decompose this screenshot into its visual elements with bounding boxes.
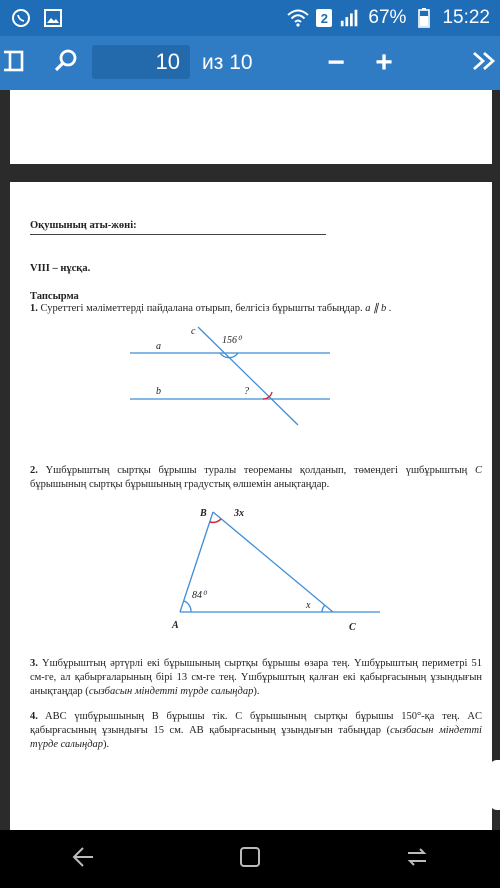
angle-c-arc [322,605,325,612]
image-icon [42,7,64,29]
battery-icon [413,7,435,29]
label-A: A [172,620,179,631]
q2-text: Үшбұрыштың сыртқы бұрышы туралы теореманы қолданып, төмендегі үшбұрыштың [45,465,475,476]
label-C: C [349,622,356,633]
label-b: b [156,386,161,397]
battery-percent: 67% [368,7,407,28]
q2-text-end: бұрышының сыртқы бұрышының градустық өлшемін анықтаңдар. [30,479,330,490]
angle-a-arc [184,601,191,612]
document-viewer[interactable] [0,90,500,830]
q1-number: 1. [30,303,38,314]
q2-number: 2. [30,465,38,476]
variant-label: VIII – нұсқа. [30,263,91,274]
scroll-handle[interactable] [490,760,500,810]
zoom-out-button[interactable]: − [327,46,345,79]
label-x: x [306,600,311,611]
search-icon [54,49,78,78]
recents-button[interactable] [397,839,437,879]
whatsapp-icon [10,7,32,29]
home-icon [238,845,262,874]
document-page [10,182,492,830]
figure-triangle [150,500,390,640]
label-156: 156⁰ [222,335,242,346]
signal-icon [339,7,361,29]
task-heading: Тапсырма [30,291,79,302]
question-4 [30,710,482,752]
q3-text: Үшбұрыштың әртүрлі екі бұрышының сыртқы бұрышы өзара тең. Үшбұрыштың периметрі 51 см-ге, ал қабырғаларының бірі 13 см-ге тең. Үшбұрыштың қалған екі қабырғасының ұзындығын анықтаңдар ( [30,658,482,697]
recents-icon [404,844,430,875]
clock: 15:22 [442,7,490,28]
label-3x: 3x [234,508,244,519]
home-button[interactable] [230,839,270,879]
question-1 [30,302,480,316]
q1-text: Суреттегі мәліметтерді пайдалана отырып, белгісіз бұрышты табыңдар. [40,303,366,314]
previous-page [10,90,492,164]
page-number-input[interactable]: 10 [92,45,190,79]
line-c [198,327,298,425]
name-line [30,234,326,235]
figure-parallel-lines [120,322,350,452]
label-B: B [200,508,207,519]
pdf-toolbar [0,36,500,90]
status-bar [0,0,500,36]
side-bc [213,512,333,612]
student-name-label: Оқушының аты-жөні: [30,220,137,231]
label-84: 84⁰ [192,590,207,601]
system-nav-bar [0,830,500,888]
q3-number: 3. [30,658,38,669]
search-button[interactable] [46,36,86,90]
back-icon [70,844,96,875]
q4-text: ABC үшбұрышының B бұрышы тік. C бұрышының сыртқы бұрышы 150°-қа тең. AC қабырғасының ұзындығы 15 см. AB қабырғасының ұзындығын табыңдар ( [30,711,482,736]
next-icon [471,51,497,76]
label-unknown: ? [244,386,249,397]
next-button[interactable] [468,36,500,90]
q3-end: ). [253,686,260,697]
question-3 [30,657,482,699]
sidebar-button[interactable] [0,36,30,90]
question-2 [30,464,482,492]
wifi-icon [287,7,309,29]
zoom-in-button[interactable]: + [375,46,393,79]
label-c: c [191,326,196,337]
label-a: a [156,341,161,352]
q4-end: ). [103,739,110,750]
q4-italic: сызбасын міндетті түрде салыңдар [30,725,482,750]
angle-b-arc [210,519,221,522]
q4-number: 4. [30,711,38,722]
q3-italic: сызбасын міндетті түрде салыңдар [88,686,254,697]
notification-badge: 2 [316,9,332,27]
page-count-label: из 10 [202,51,253,74]
sidebar-icon [4,50,26,77]
q1-math: a ∥ b . [365,303,392,314]
q2-c: C [474,465,482,476]
back-button[interactable] [63,839,103,879]
